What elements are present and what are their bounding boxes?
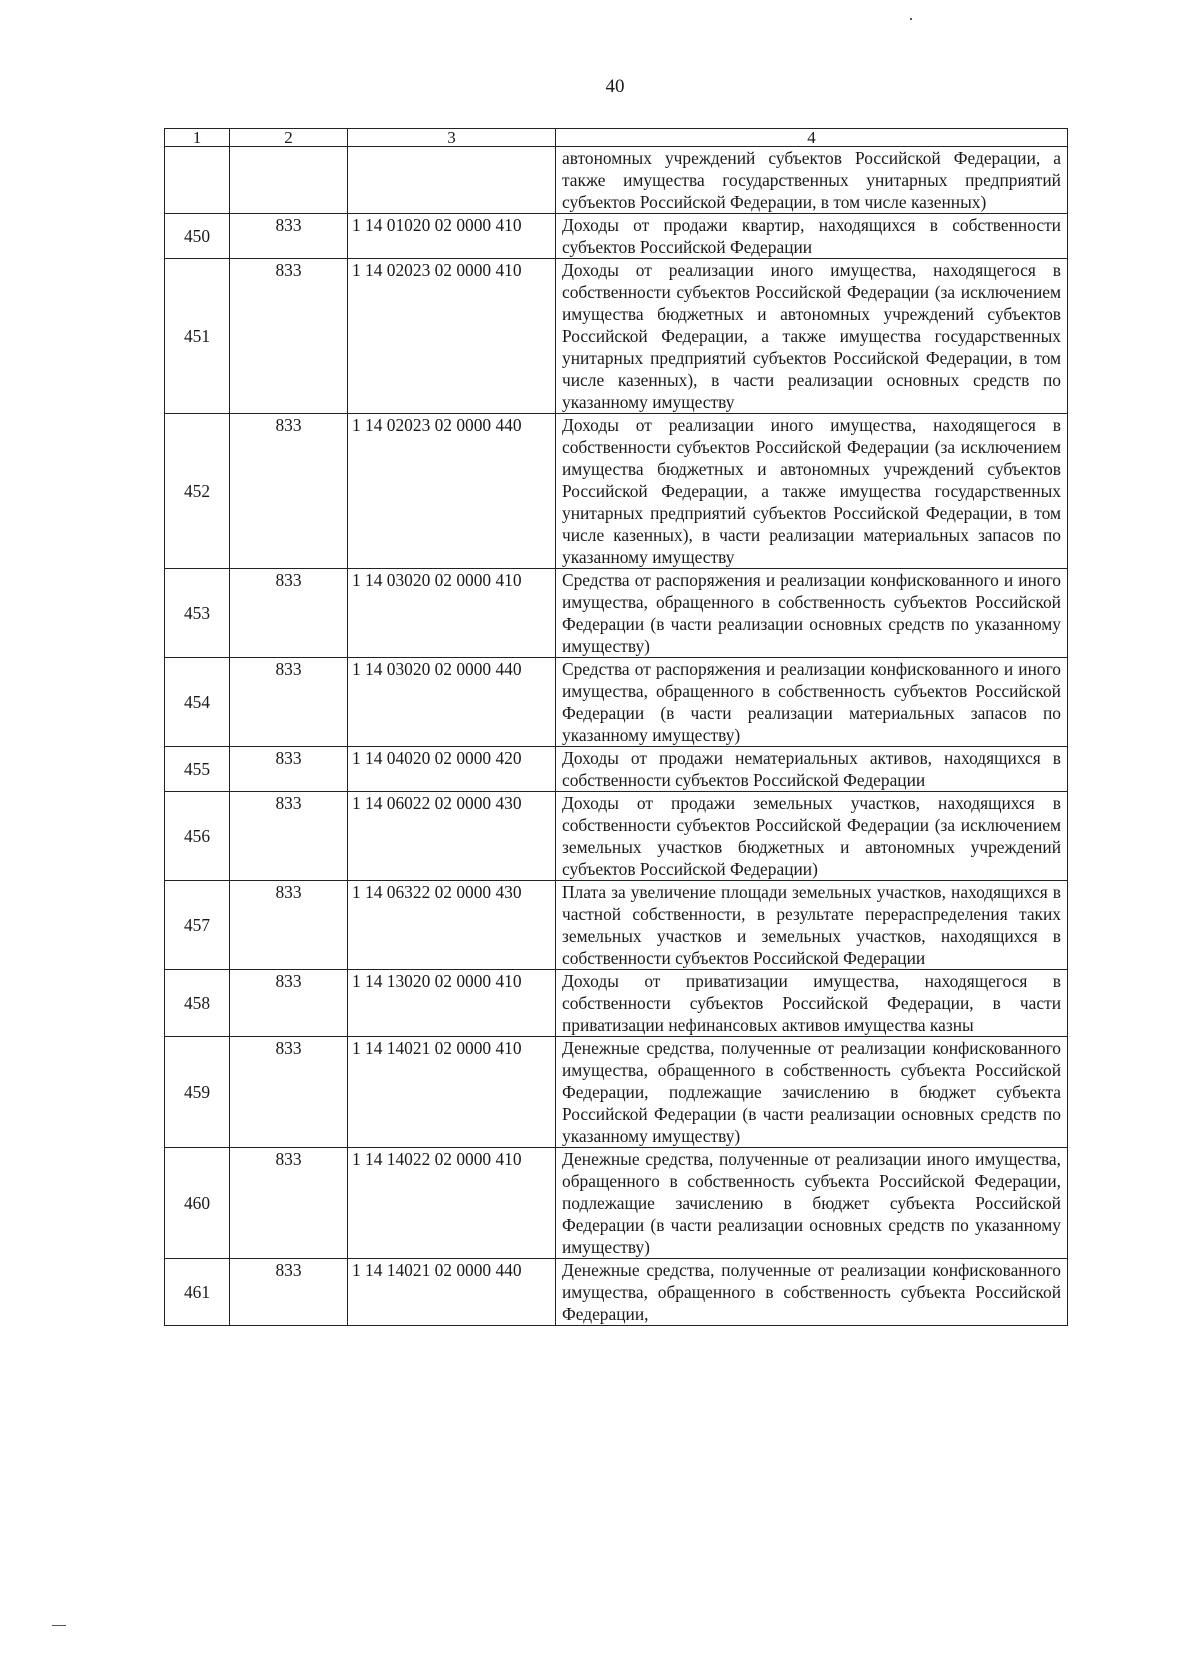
scan-speck	[910, 18, 912, 20]
admin-code: 833	[230, 881, 348, 970]
header-col-3: 3	[348, 129, 556, 147]
row-number: 458	[165, 970, 230, 1037]
row-number: 455	[165, 747, 230, 792]
row-description: Доходы от реализации иного имущества, находящегося в собственности субъектов Российской Федерации (за исключением имущества бюджетных и автономных учреждений субъектов Российской Федерации, а также имущества государственных унитарных предприятий субъектов Российской Федерации, в том числе казенных), в части реализации материальных запасов по указанному имуществу	[556, 414, 1068, 569]
row-description: Доходы от продажи нематериальных активов, находящихся в собственности субъектов Российской Федерации	[556, 747, 1068, 792]
budget-code: 1 14 04020 02 0000 420	[348, 747, 556, 792]
table-row	[165, 792, 1068, 881]
row-description: Средства от распоряжения и реализации конфискованного и иного имущества, обращенного в собственность субъектов Российской Федерации (в части реализации основных средств по указанному имуществу)	[556, 569, 1068, 658]
continuation-row	[165, 147, 1068, 214]
admin-code: 833	[230, 259, 348, 414]
admin-code: 833	[230, 747, 348, 792]
row-description: Плата за увеличение площади земельных участков, находящихся в частной собственности, в результате перераспределения таких земельных участков и земельных участков, находящихся в собственности субъектов Российской Федерации	[556, 881, 1068, 970]
table-row	[165, 259, 1068, 414]
table-row	[165, 747, 1068, 792]
row-description: Доходы от продажи земельных участков, находящихся в собственности субъектов Российской Федерации (за исключением земельных участков бюджетных и автономных учреждений субъектов Российской Федерации)	[556, 792, 1068, 881]
admin-code: 833	[230, 1259, 348, 1326]
header-col-1: 1	[165, 129, 230, 147]
scan-speck	[52, 1625, 66, 1626]
header-row	[165, 129, 1068, 147]
row-description: Доходы от продажи квартир, находящихся в собственности субъектов Российской Федерации	[556, 214, 1068, 259]
row-number: 459	[165, 1037, 230, 1148]
table-row	[165, 1148, 1068, 1259]
budget-code: 1 14 02023 02 0000 440	[348, 414, 556, 569]
row-description: автономных учреждений субъектов Российской Федерации, а также имущества государственных унитарных предприятий субъектов Российской Федерации, в том числе казенных)	[556, 147, 1068, 214]
table-row	[165, 970, 1068, 1037]
row-number: 452	[165, 414, 230, 569]
admin-code: 833	[230, 1037, 348, 1148]
admin-code	[230, 147, 348, 214]
table-row	[165, 658, 1068, 747]
row-number: 450	[165, 214, 230, 259]
table-row	[165, 1259, 1068, 1326]
row-number: 456	[165, 792, 230, 881]
budget-code: 1 14 03020 02 0000 440	[348, 658, 556, 747]
row-description: Денежные средства, полученные от реализации конфискованного имущества, обращенного в собственность субъекта Российской Федерации,	[556, 1259, 1068, 1326]
row-number: 453	[165, 569, 230, 658]
row-description: Денежные средства, полученные от реализации иного имущества, обращенного в собственность субъекта Российской Федерации, подлежащие зачислению в бюджет субъекта Российской Федерации (в части реализации основных средств по указанному имуществу)	[556, 1148, 1068, 1259]
budget-code: 1 14 14021 02 0000 440	[348, 1259, 556, 1326]
budget-code: 1 14 13020 02 0000 410	[348, 970, 556, 1037]
page-number: 40	[605, 76, 625, 97]
table-row	[165, 414, 1068, 569]
budget-code: 1 14 01020 02 0000 410	[348, 214, 556, 259]
admin-code: 833	[230, 792, 348, 881]
header-col-4: 4	[556, 129, 1068, 147]
budget-code: 1 14 06322 02 0000 430	[348, 881, 556, 970]
row-number: 460	[165, 1148, 230, 1259]
row-description: Доходы от приватизации имущества, находящегося в собственности субъектов Российской Федерации, в части приватизации нефинансовых активов имущества казны	[556, 970, 1068, 1037]
budget-code: 1 14 03020 02 0000 410	[348, 569, 556, 658]
revenue-codes-table	[164, 128, 1068, 1326]
row-number: 461	[165, 1259, 230, 1326]
table-row	[165, 569, 1068, 658]
row-description: Доходы от реализации иного имущества, находящегося в собственности субъектов Российской Федерации (за исключением имущества бюджетных и автономных учреждений субъектов Российской Федерации, а также имущества государственных унитарных предприятий субъектов Российской Федерации, в том числе казенных), в части реализации основных средств по указанному имуществу	[556, 259, 1068, 414]
table-row	[165, 881, 1068, 970]
admin-code: 833	[230, 970, 348, 1037]
admin-code: 833	[230, 569, 348, 658]
admin-code: 833	[230, 658, 348, 747]
row-number: 454	[165, 658, 230, 747]
admin-code: 833	[230, 1148, 348, 1259]
row-description: Денежные средства, полученные от реализации конфискованного имущества, обращенного в собственность субъекта Российской Федерации, подлежащие зачислению в бюджет субъекта Российской Федерации (в части реализации основных средств по указанному имуществу)	[556, 1037, 1068, 1148]
admin-code: 833	[230, 214, 348, 259]
row-number: 457	[165, 881, 230, 970]
budget-code: 1 14 14022 02 0000 410	[348, 1148, 556, 1259]
admin-code: 833	[230, 414, 348, 569]
table-row	[165, 214, 1068, 259]
row-number	[165, 147, 230, 214]
budget-code: 1 14 06022 02 0000 430	[348, 792, 556, 881]
row-description: Средства от распоряжения и реализации конфискованного и иного имущества, обращенного в собственность субъектов Российской Федерации (в части реализации материальных запасов по указанному имуществу)	[556, 658, 1068, 747]
header-col-2: 2	[230, 129, 348, 147]
table-row	[165, 1037, 1068, 1148]
budget-code: 1 14 14021 02 0000 410	[348, 1037, 556, 1148]
row-number: 451	[165, 259, 230, 414]
budget-code	[348, 147, 556, 214]
budget-code: 1 14 02023 02 0000 410	[348, 259, 556, 414]
